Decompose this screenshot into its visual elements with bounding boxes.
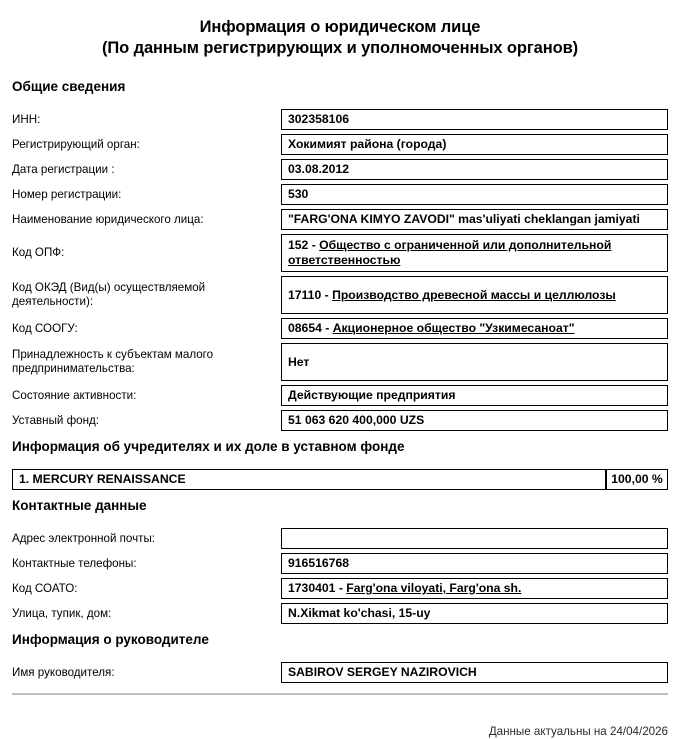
general-field-value (281, 343, 668, 381)
general-field-label: Наименование юридического лица: (12, 212, 204, 226)
general-field-value (281, 159, 668, 180)
general-field-row (12, 385, 668, 406)
contact-field-value-text: 916516768 (288, 556, 350, 570)
general-field-value (281, 276, 668, 314)
general-field-value-text (288, 321, 662, 336)
general-field-value-code: 17110 - (288, 287, 333, 302)
general-field-value (281, 209, 668, 230)
general-field-value-text: Действующие предприятия (288, 388, 456, 402)
contact-field-row (12, 603, 668, 624)
general-field-value (281, 134, 668, 155)
contact-information-fields (12, 528, 668, 624)
page-title (12, 0, 668, 59)
contact-field-label: Код СОАТО: (12, 581, 78, 595)
contact-field-value-link[interactable]: Farg'ona viloyati, Farg'ona sh. (346, 581, 522, 595)
general-field-value-link[interactable]: Общество с ограниченной или дополнительной ответственностью (288, 238, 612, 267)
founders-list (12, 469, 668, 490)
general-information-fields (12, 109, 668, 431)
contact-field-row (12, 528, 668, 549)
general-field-label: Код ОПФ: (12, 246, 65, 259)
general-field-value-text (288, 238, 662, 268)
general-field-value-code: 152 - (288, 238, 320, 252)
data-freshness-note: Данные актуальны на 24/04/2026 (488, 725, 668, 738)
general-field-label: Код ОКЭД (Вид(ы) осуществляемой деятельности): (12, 281, 206, 308)
general-field-row (12, 184, 668, 205)
general-field-value (281, 410, 668, 431)
contact-field-value-text (288, 581, 662, 596)
general-field-value-text: 51 063 620 400,000 UZS (288, 413, 425, 427)
contact-field-label: Адрес электронной почты: (12, 531, 156, 545)
director-field-value (281, 662, 668, 683)
contact-field-value (281, 528, 668, 549)
general-field-label: Состояние активности: (12, 388, 137, 402)
contact-field-row (12, 553, 668, 574)
general-field-value-text: 530 (288, 187, 309, 201)
general-field-value (281, 184, 668, 205)
general-field-label: Уставный фонд: (12, 413, 99, 427)
general-field-value-text: 302358106 (288, 112, 350, 126)
general-field-value-text: Хокимият района (города) (288, 137, 447, 151)
section-heading-founders: Информация об учредителях и их доле в уставном фонде (12, 439, 405, 454)
contact-field-label: Контактные телефоны: (12, 556, 137, 570)
general-field-row (12, 276, 668, 314)
director-field-row (12, 662, 668, 683)
contact-field-value-text: N.Xikmat ko'chasi, 15-uy (288, 606, 431, 620)
director-field-value-text: SABIROV SERGEY NAZIROVICH (288, 665, 477, 679)
general-field-row (12, 343, 668, 381)
general-field-value (281, 318, 668, 339)
general-field-value-link[interactable]: Производство древесной массы и целлюлозы (332, 287, 616, 302)
general-field-label: Номер регистрации: (12, 187, 122, 201)
general-field-value-text: 03.08.2012 (288, 162, 349, 176)
director-field-label: Имя руководителя: (12, 665, 115, 679)
contact-field-value (281, 603, 668, 624)
contact-field-value (281, 578, 668, 599)
contact-field-row (12, 578, 668, 599)
general-field-label: Регистрирующий орган: (12, 137, 140, 151)
general-field-label: Принадлежность к субъектам малого предпринимательства: (12, 348, 214, 375)
general-field-row (12, 318, 668, 339)
contact-field-value (281, 553, 668, 574)
general-field-label: Код СООГУ: (12, 321, 78, 335)
page-title-line-2: (По данным регистрирующих и уполномоченных органов) (101, 39, 579, 57)
general-field-value-text: Нет (288, 354, 310, 369)
general-field-row (12, 234, 668, 272)
general-field-row (12, 159, 668, 180)
contact-field-label: Улица, тупик, дом: (12, 606, 112, 620)
general-field-row (12, 209, 668, 230)
general-field-label: ИНН: (12, 112, 41, 126)
founder-share: 100,00 % (606, 469, 668, 490)
section-heading-contacts: Контактные данные (12, 498, 147, 513)
section-heading-general: Общие сведения (12, 79, 126, 94)
director-information-fields (12, 662, 668, 683)
general-field-row (12, 410, 668, 431)
section-heading-director: Информация о руководителе (12, 632, 209, 647)
page-title-line-1: Информация о юридическом лице (199, 18, 481, 36)
founder-name: 1. MERCURY RENAISSANCE (12, 469, 606, 490)
general-field-value-code: 08654 - (288, 321, 333, 335)
general-field-value (281, 385, 668, 406)
general-field-row (12, 134, 668, 155)
contact-field-value-code: 1730401 - (288, 581, 347, 595)
general-field-value (281, 109, 668, 130)
general-field-value-link[interactable]: Акционерное общество "Узкимесаноат" (332, 321, 575, 335)
general-field-value-text (288, 288, 662, 303)
founder-row (12, 469, 668, 490)
general-field-row (12, 109, 668, 130)
general-field-value (281, 234, 668, 272)
general-field-value-text: "FARG'ONA KIMYO ZAVODI" mas'uliyati cheklangan jamiyati (288, 212, 640, 226)
general-field-label: Дата регистрации : (12, 162, 115, 176)
